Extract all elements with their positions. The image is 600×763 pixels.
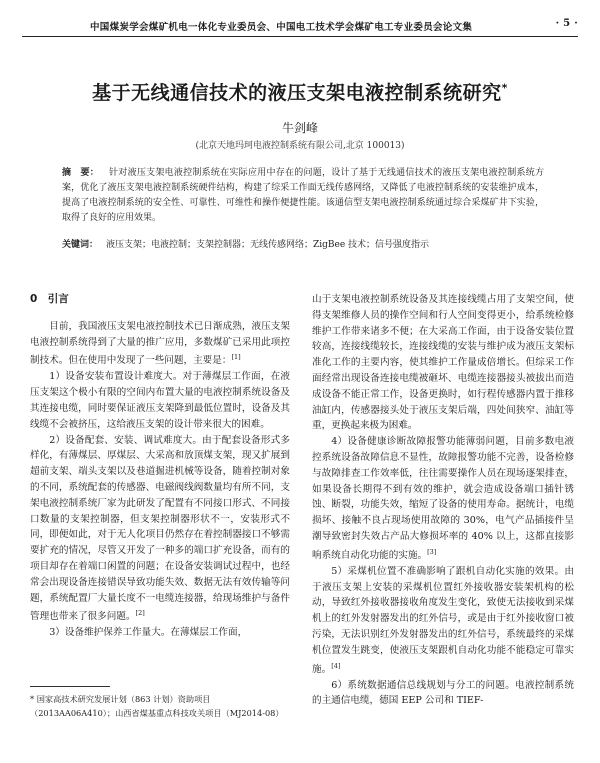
paragraph: 山于支架电液控制系统设备及其连接线缆占用了支架空间，使得支架维修人员的操作空间和行人空间变得更小，给系统检修维护工作带来诸多不便；在大采高工作面，由于设备安装位置较高，连接线缆较长，连接线缆的安装与维护成为液压支架标准化工作的主要内容，使其维护工作量成倍增长。但综采工作面经常出现设备连接电缆被砸坏、电缆连接器接头被拔出而造成设备不能正常工作，设备更换时，如行程传感器内置于推移油缸内，传感器接头处于液压支架后端，四处间狭窄、油缸等重，更换起来极为困难。 [312,294,574,432]
keywords [62,238,544,252]
paragraph: 2）设备配套、安装、调试难度大。由于配套设备形式多样化，有薄煤层、厚煤层、大采高和放顶煤支架，现又扩展到超前支架、端头支架以及巷道掘进机械等设备，随着控制对象的不同，系统配套的传感器、电磁阀线阀数量均有所不同，支架电液控制系统厂家为此研发了配置有不同接口形式、不同接口数量的支架控制器，但支架控制器形状不一，安装形式不同，即便如此，对于无人化项目仍然存在着控制器接口不够需要扩充的情况，尽管又开发了一种多的端口扩充设备，而有的项目却存在着端口闲置的问题；在设备安装调试过程中，也经常会出现设备连接错误导致功能失效、数据无法有效传输等问题，系统配置厂大量长度不一电缆连接器，给现场维护与备件管理也带来了很多问题。[2] [30,434,290,623]
paragraph: 1）设备安装布置设计难度大。对于薄煤层工作面，在液压支架这个极小有限的空间内布置大量的电液控制系统设备及其连接电缆，同时要保证液压支架降到最低位置时，设备及其线缆不会被挤压，这给液压支架的设计带来很大的困难。 [30,371,290,430]
paragraph: 6）系统数据通信总线规划与分工的问题。电液控制系统的主通信电缆，德国 EEP 公司和 TIEF- [312,679,574,707]
abstract [62,166,544,226]
paper-title [0,78,600,105]
paragraph: 目前，我国液压支架电液控制技术已日渐成熟，液压支架电液控制系统得到了大量的推广应用，多数煤矿已采用此项控制技术。但在使用中发现了一些问题，主要是：[1] [30,320,290,367]
page-number: · 5 · [555,18,578,29]
abstract-label: 摘 要： [62,168,100,178]
affiliation: (北京天地玛珂电液控制系统有限公司,北京 100013) [195,141,405,151]
paragraph: 3）设备维护保养工作量大。在薄煤层工作面， [49,627,248,639]
paragraph: 5）采煤机位置不准确影响了跟机自动化实施的效果。由于液压支架上安装的采煤机位置红外接收器安装架机构的松动，导致红外接收器接收角度发生变化，致使无法接收到采煤机上的红外发射器发出的红外信号，或是由于红外接收窗口被污染，无法识别红外发射器发出的红外信号，系统最终的采煤机位置发生跳变，使液压支架跟机自动化功能不能稳定可靠实施。[4] [312,565,574,675]
title-footnote-mark: * [501,81,508,95]
keywords-text: 液压支架；电液控制；支架控制器；无线传感网络；ZigBee 技术；信号强度指示 [106,240,430,250]
author: 牛剑峰 [281,121,318,135]
running-head [22,14,578,37]
keywords-label: 关键词： [62,240,99,250]
title-text: 基于无线通信技术的液压支架电液控制系统研究 [92,82,502,104]
section-heading: 0 引言 [30,293,69,305]
paragraph: 4）设备健康诊断故障报警功能薄弱问题，目前多数电液控系统设备故障信息不显性，故障报警功能不完善，设备检修与故障排查工作效率低，往往需要操作人员在现场逐架排查，如果设备长期得不到有效的维护，就会造成设备端口插针锈蚀、断裂，功能失效，缩短了设备的使用寿命。据统计，电缆损坏、接触不良占现场使用故障的 30%，电气产品插接件呈潮导致密封失效占产品大修损坏率的 40% 以上，这都直接影响系统自动化功能的实施。[3] [312,436,574,561]
footnote-divider [30,686,110,687]
right-column [312,292,574,709]
running-head-text: 中国煤炭学会煤矿机电一体化专业委员会、中国电工技术学会煤矿电工专业委员会论文集 [90,22,473,33]
left-column [30,290,290,641]
abstract-text: 针对液压支架电液控制系统在实际应用中存在的问题，设计了基于无线通信技术的液压支架电液控制系统方案，优化了液压支架电液控制系统硬件结构，构建了综采工作面无线传感网络，又降低了电液控制系统的安装维护成本，提高了电液控制系统的安全性、可靠性、可维性和操作便捷性能。该通信型支架电液控制系统通过综合采煤矿井下实验，取得了良好的应用效果。 [62,168,544,223]
footnote: * 国家高技术研究发展计划（863 计划）资助项目（2013AA06A410）；山西省煤基重点科技攻关项目（MJ2014-08） [30,694,284,718]
